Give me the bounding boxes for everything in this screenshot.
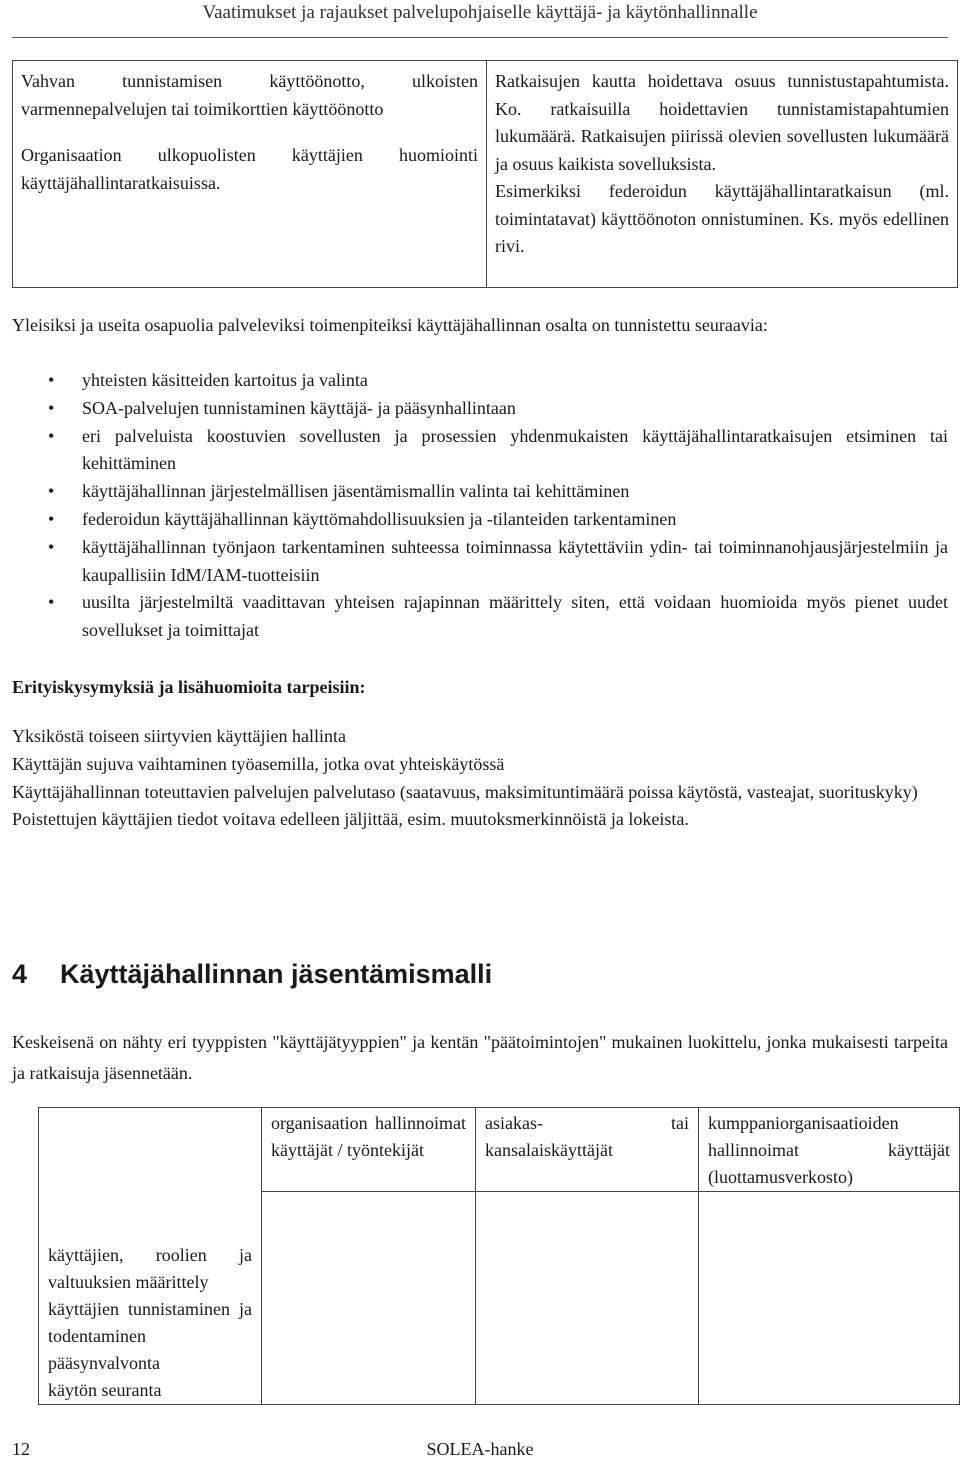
note-line: Yksiköstä toiseen siirtyvien käyttäjien hallinta bbox=[12, 726, 346, 746]
list-item: • käyttäjähallinnan työnjaon tarkentaminen suhteessa toiminnassa käytettäviin ydin- tai toiminnanohjausjärjestelmiin ja kaupallisiin IdM/IAM-tuotteisiin bbox=[12, 534, 948, 590]
matrix-row-label: käytön seuranta bbox=[48, 1380, 162, 1400]
matrix-cell bbox=[476, 1192, 699, 1405]
matrix-row-header-cell bbox=[39, 1108, 262, 1405]
special-notes bbox=[12, 723, 948, 834]
chapter-paragraph: Keskeisenä on nähty eri tyyppisten "käyttäjätyyppien" ja kentän "päätoimintojen" mukainen luokittelu, jonka mukaisesti tarpeita ja ratkaisuja jäsennetään. bbox=[12, 1032, 948, 1083]
indicator-item: Ratkaisujen kautta hoidettava osuus tunnistustapahtumista. Ko. ratkaisuilla hoidettavien tunnistamistapahtumien lukumäärä. Ratkaisujen piirissä olevien sovellusten lukumäärä ja osuus kaikista sovelluksista. bbox=[495, 71, 949, 174]
chapter-heading bbox=[12, 956, 492, 992]
measure-item: Vahvan tunnistamisen käyttöönotto, ulkoisten varmennepalvelujen tai toimikorttien käyttöönotto bbox=[21, 71, 478, 119]
note-line: Poistettujen käyttäjien tiedot voitava edelleen jäljittää, esim. muutoksmerkinnöistä ja lokeista. bbox=[12, 809, 689, 830]
matrix-column-header: organisaation hallinnoimat käyttäjät / työntekijät bbox=[262, 1108, 476, 1192]
page-header: Vaatimukset ja rajaukset palvelupohjaiselle käyttäjä- ja käytönhallinnalle bbox=[202, 2, 758, 23]
indicator-item: Esimerkiksi federoidun käyttäjähallintaratkaisun (ml. toimintatavat) käyttöönoton onnistuminen. Ks. myös edellinen rivi. bbox=[495, 181, 949, 256]
matrix-row-label: pääsynvalvonta bbox=[48, 1353, 160, 1373]
header-divider bbox=[12, 37, 948, 38]
measure-item: Organisaation ulkopuolisten käyttäjien huomiointi käyttäjähallintaratkaisuissa. bbox=[21, 145, 478, 193]
intro-paragraph: Yleisiksi ja useita osapuolia palveleviksi toimenpiteiksi käyttäjähallinnan osalta on tunnistettu seuraavia: bbox=[12, 315, 768, 335]
measures-left-cell bbox=[13, 61, 487, 288]
list-item: • SOA-palvelujen tunnistaminen käyttäjä- ja pääsynhallintaan bbox=[12, 395, 948, 423]
matrix-column-header: asiakas- tai kansalaiskäyttäjät bbox=[476, 1108, 699, 1192]
classification-matrix bbox=[38, 1107, 960, 1405]
list-item: • federoidun käyttäjähallinnan käyttömahdollisuuksien ja -tilanteiden tarkentaminen bbox=[12, 506, 948, 534]
matrix-cell bbox=[699, 1192, 960, 1405]
footer-project: SOLEA-hanke bbox=[426, 1439, 534, 1459]
special-heading: Erityiskysymyksiä ja lisähuomioita tarpeisiin: bbox=[12, 677, 366, 697]
list-item: • uusilta järjestelmiltä vaadittavan yhteisen rajapinnan määrittely siten, että voidaan huomioida myös pienet uudet sovellukset ja toimittajat bbox=[12, 589, 948, 645]
chapter-title: Käyttäjähallinnan jäsentämismalli bbox=[60, 959, 493, 989]
measures-table bbox=[12, 60, 958, 288]
matrix-column-header: kumppaniorganisaatioiden hallinnoimat käyttäjät (luottamusverkosto) bbox=[699, 1108, 960, 1192]
page-number: 12 bbox=[12, 1439, 30, 1459]
list-item: • käyttäjähallinnan järjestelmällisen jäsentämismallin valinta tai kehittäminen bbox=[12, 478, 948, 506]
list-item: • eri palveluista koostuvien sovellusten ja prosessien yhdenmukaisten käyttäjähallintaratkaisujen etsiminen tai kehittäminen bbox=[12, 423, 948, 479]
list-item: • yhteisten käsitteiden kartoitus ja valinta bbox=[12, 367, 948, 395]
matrix-row-label: käyttäjien, roolien ja valtuuksien määrittely bbox=[48, 1245, 252, 1292]
note-line: Käyttäjän sujuva vaihtaminen työasemilla, jotka ovat yhteiskäytössä bbox=[12, 753, 505, 774]
chapter-number: 4 bbox=[12, 959, 28, 989]
measures-right-cell bbox=[487, 61, 958, 288]
action-list bbox=[12, 367, 948, 645]
matrix-row-label: käyttäjien tunnistaminen ja todentaminen bbox=[48, 1299, 252, 1346]
matrix-cell bbox=[262, 1192, 476, 1405]
note-line: Käyttäjähallinnan toteuttavien palvelujen palvelutaso (saatavuus, maksimituntimäärä poissa käytöstä, vasteajat, suorituskyky) bbox=[12, 781, 918, 802]
